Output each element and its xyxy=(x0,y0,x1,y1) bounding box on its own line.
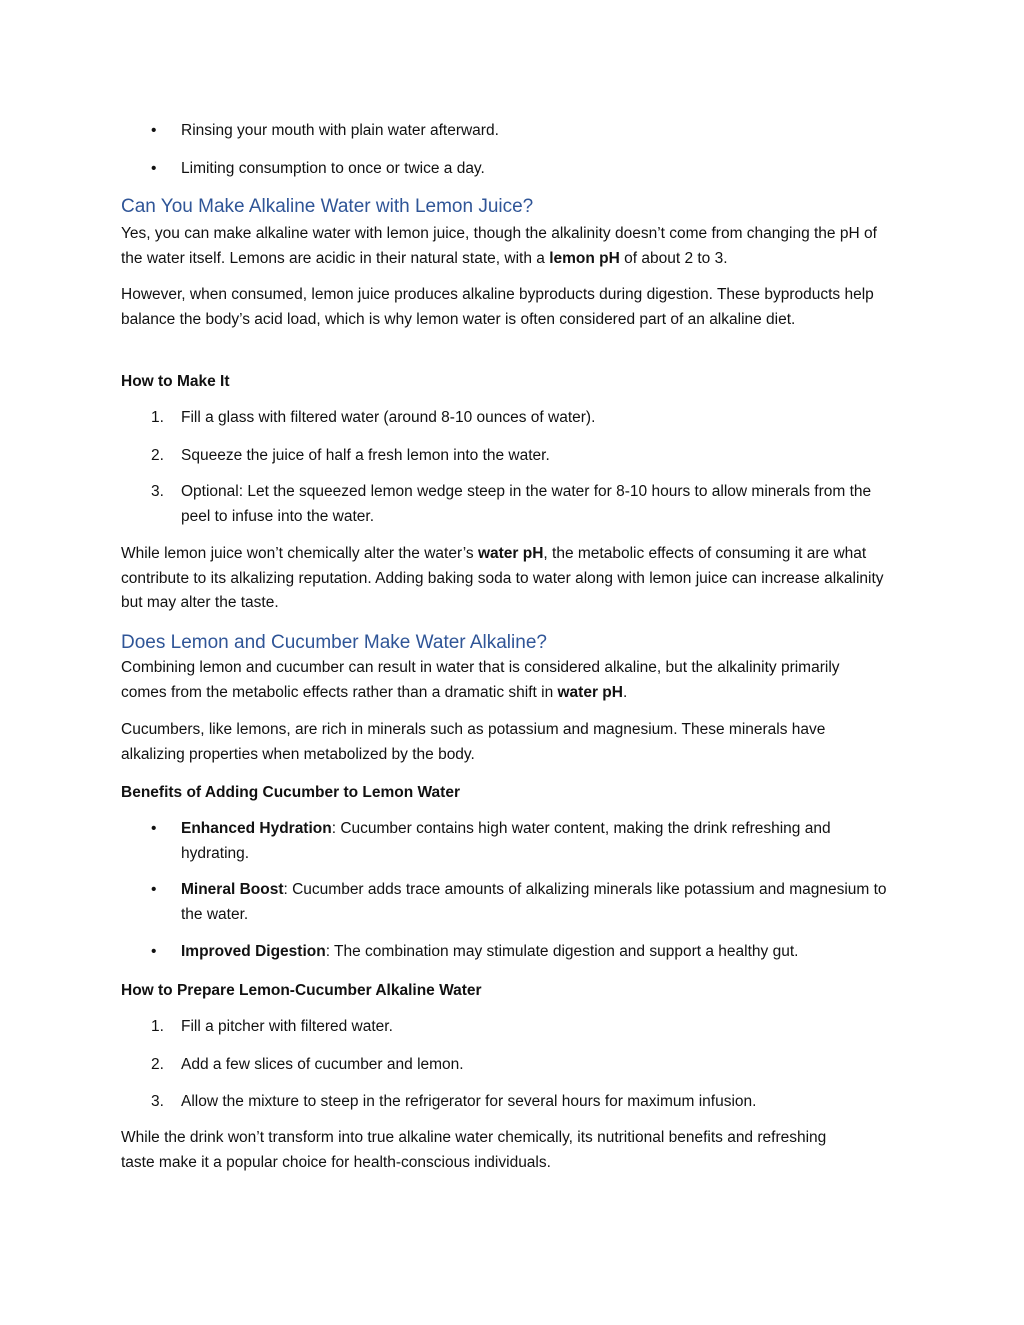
bullet-icon: • xyxy=(151,122,157,139)
subheading-how-to-make-it: How to Make It xyxy=(121,373,230,390)
subheading-benefits: Benefits of Adding Cucumber to Lemon Water xyxy=(121,784,460,801)
top-bullet-list xyxy=(121,119,901,181)
bullet-icon: • xyxy=(151,881,157,898)
list-item: • Limiting consumption to once or twice a day. xyxy=(121,157,901,182)
list-item: • Improved Digestion: The combination may stimulate digestion and support a healthy gut. xyxy=(121,940,891,965)
bold-term: water pH xyxy=(477,545,544,562)
bold-term: lemon pH xyxy=(549,249,620,267)
bold-term: Mineral Boost xyxy=(181,881,284,898)
list-item: 1. Fill a pitcher with filtered water. xyxy=(151,1018,393,1035)
bold-term: water pH xyxy=(557,683,623,701)
steps-list xyxy=(121,1015,901,1115)
list-item: • Mineral Boost: Cucumber adds trace amounts of alkalizing minerals like potassium and magnesium to the water. xyxy=(121,878,891,927)
list-item: 2. Squeeze the juice of half a fresh lemon into the water. xyxy=(151,446,550,464)
list-item: • Enhanced Hydration: Cucumber contains high water content, making the drink refreshing and hydrating. xyxy=(121,817,891,866)
bullet-icon: • xyxy=(151,820,157,837)
bullet-icon: • xyxy=(151,943,157,960)
benefits-list xyxy=(121,817,891,965)
section-heading-lemon-juice: Can You Make Alkaline Water with Lemon Juice? xyxy=(121,196,534,217)
list-item: 3. Optional: Let the squeezed lemon wedge steep in the water for 8-10 hours to allow minerals from the peel to infuse into the water. xyxy=(151,483,872,525)
steps-list xyxy=(121,406,901,529)
paragraph: Yes, you can make alkaline water with lemon juice, though the alkalinity doesn’t come from changing the pH of the water itself. Lemons are acidic in their natural state, with a lemon pH of about 2 to 3. xyxy=(121,225,877,267)
paragraph: While the drink won’t transform into true alkaline water chemically, its nutritional benefits and refreshing taste make it a popular choice for health-conscious individuals. xyxy=(121,1129,827,1171)
paragraph: Cucumbers, like lemons, are rich in minerals such as potassium and magnesium. These minerals have alkalizing properties when metabolized by the body. xyxy=(121,721,826,763)
list-item: • Rinsing your mouth with plain water afterward. xyxy=(121,119,901,144)
bullet-icon: • xyxy=(151,159,157,177)
paragraph: Combining lemon and cucumber can result in water that is considered alkaline, but the alkalinity primarily comes from the metabolic effects rather than a dramatic shift in water pH. xyxy=(121,659,840,701)
list-item: 3. Allow the mixture to steep in the refrigerator for several hours for maximum infusion. xyxy=(151,1093,757,1110)
bold-term: Enhanced Hydration xyxy=(181,820,332,837)
paragraph: However, when consumed, lemon juice produces alkaline byproducts during digestion. These byproducts help balance the body’s acid load, which is why lemon water is often considered part of an alkaline diet. xyxy=(121,286,874,328)
subheading-how-to-prepare: How to Prepare Lemon-Cucumber Alkaline Water xyxy=(121,982,482,999)
bold-term: Improved Digestion xyxy=(181,943,326,960)
section-heading-lemon-cucumber: Does Lemon and Cucumber Make Water Alkaline? xyxy=(121,632,547,653)
list-item: 2. Add a few slices of cucumber and lemon. xyxy=(151,1055,464,1073)
list-item: 1. Fill a glass with filtered water (around 8-10 ounces of water). xyxy=(151,409,596,426)
paragraph: While lemon juice won’t chemically alter the water’s water pH, the metabolic effects of consuming it are what contribute to its alkalizing reputation. Adding baking soda to water along with lemon juice can increase alkalinity but may alter the taste. xyxy=(121,545,884,611)
